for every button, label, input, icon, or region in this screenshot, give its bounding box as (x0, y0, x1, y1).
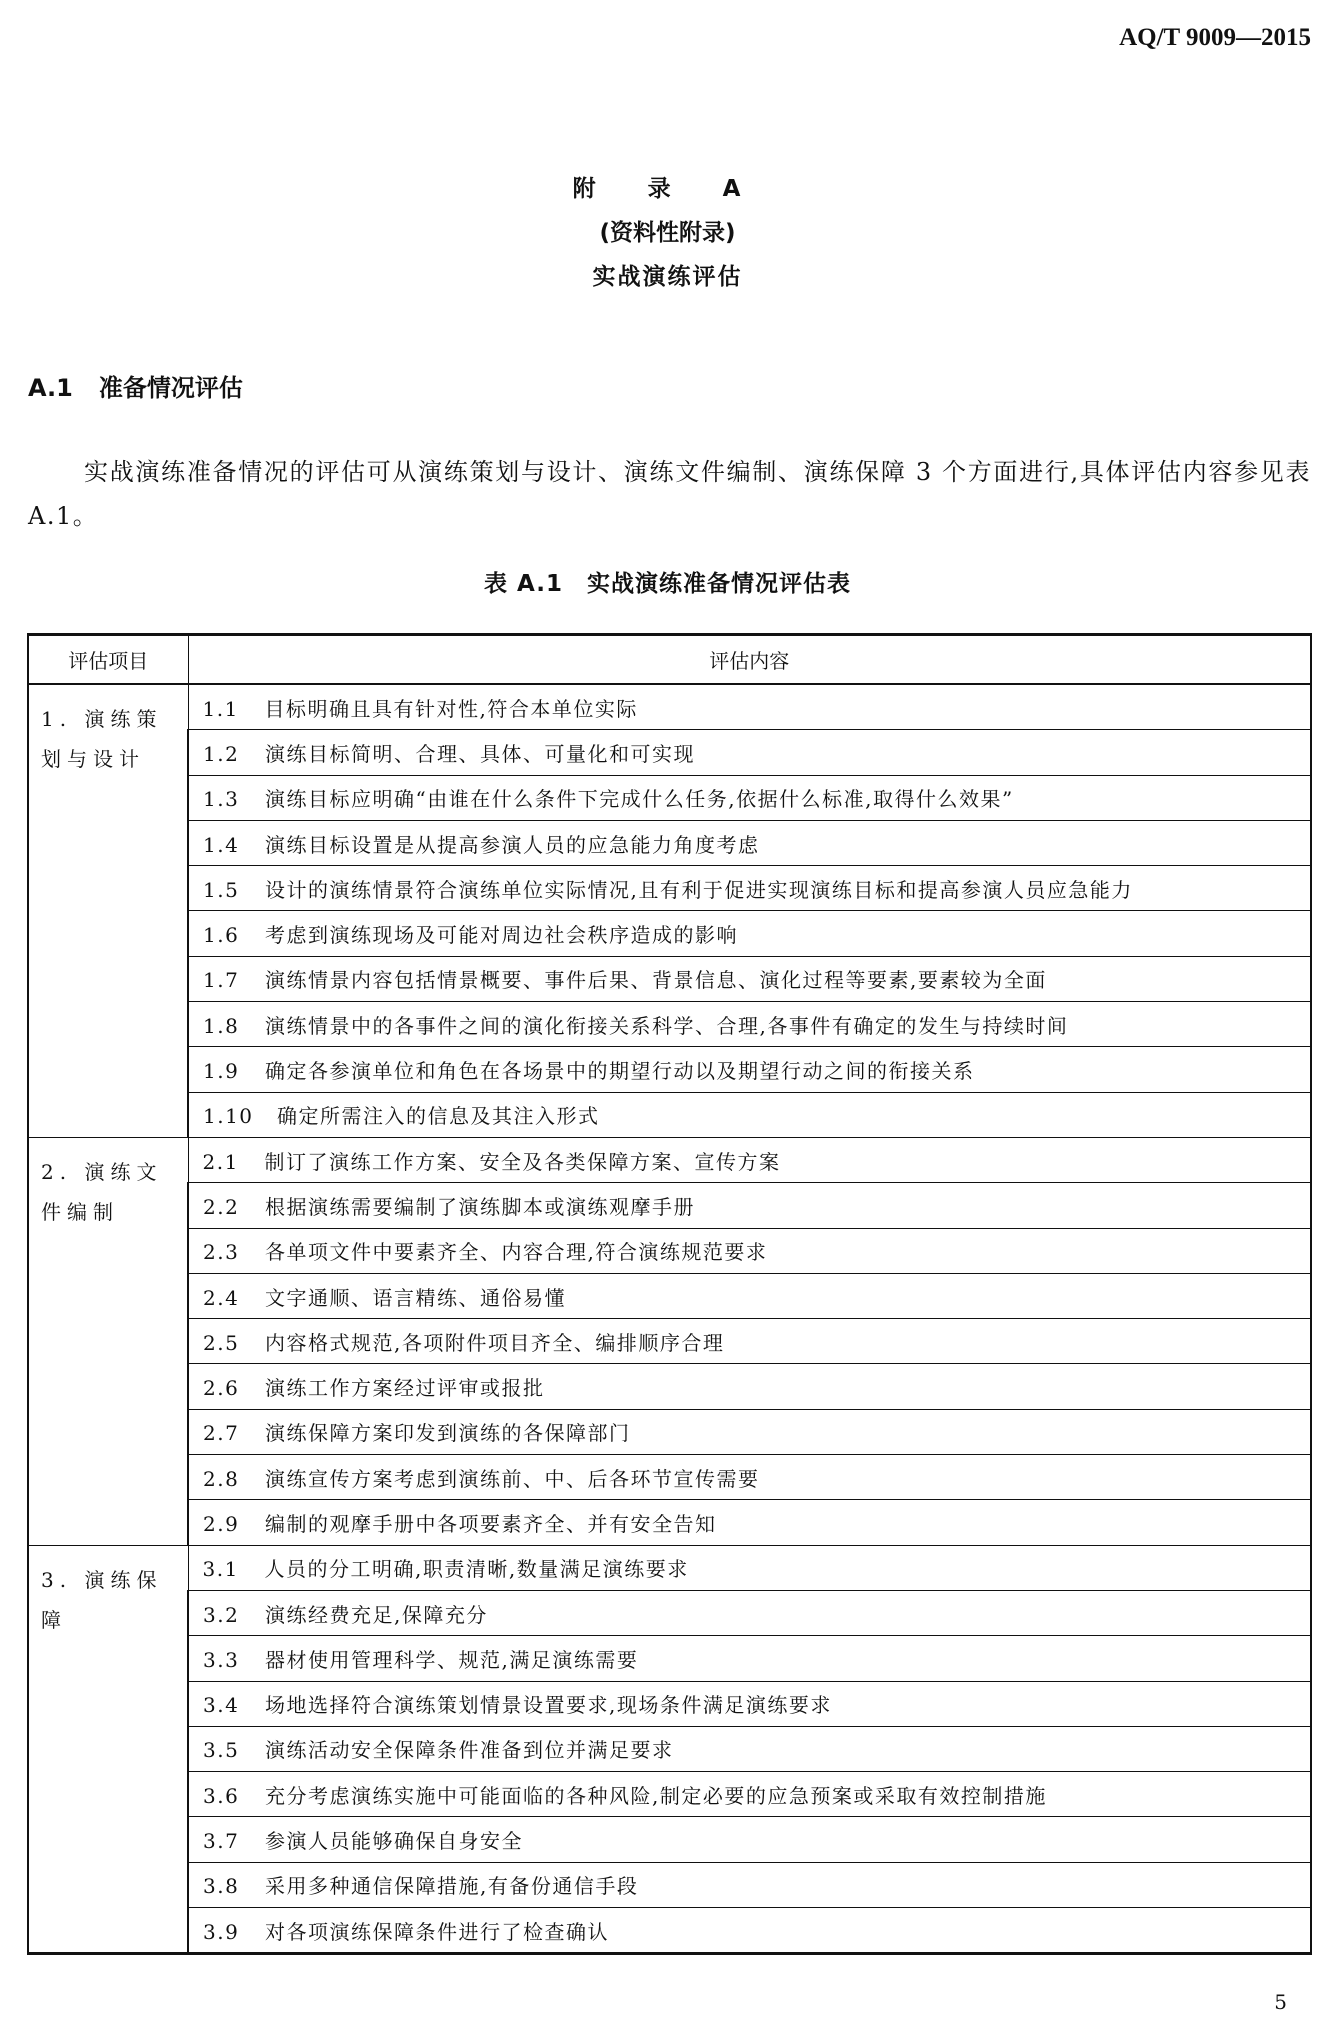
appendix-type: (资料性附录) (599, 220, 736, 246)
item-number: 1.1 (202, 696, 239, 721)
table-row (28, 1273, 1311, 1318)
item-text: 充分考虑演练实施中可能面临的各种风险,制定必要的应急预案或采取有效控制措施 (265, 1783, 1047, 1808)
table-row (28, 730, 1311, 775)
item-text: 演练目标应明确“由谁在什么条件下完成什么任务,依据什么标准,取得什么效果” (265, 787, 1014, 812)
table-row (28, 1590, 1311, 1635)
table-caption: 表 A.1 实战演练准备情况评估表 (484, 571, 851, 597)
item-text: 考虑到演练现场及可能对周边社会秩序造成的影响 (265, 923, 738, 948)
table-row (28, 866, 1311, 911)
item-number: 2.1 (202, 1149, 239, 1174)
table-row (28, 820, 1311, 865)
item-text: 演练宣传方案考虑到演练前、中、后各环节宣传需要 (265, 1466, 760, 1491)
item-text: 演练目标简明、合理、具体、可量化和可实现 (265, 741, 695, 766)
item-number: 3.7 (203, 1829, 240, 1854)
item-number: 1.6 (203, 923, 240, 948)
table-row (28, 684, 1311, 730)
item-text: 演练活动安全保障条件准备到位并满足要求 (265, 1738, 674, 1763)
item-text: 根据演练需要编制了演练脚本或演练观摩手册 (265, 1194, 695, 1219)
table-row (28, 911, 1311, 956)
body-paragraph: 实战演练准备情况的评估可从演练策划与设计、演练文件编制、演练保障 3 个方面进行,具体评估内容参见表 A.1。 (28, 458, 1311, 530)
column-header-content: 评估内容 (188, 635, 1311, 685)
item-number: 3.5 (203, 1738, 240, 1763)
item-text: 演练经费充足,保障充分 (265, 1602, 488, 1627)
page-number: 5 (1274, 1990, 1287, 2014)
item-number: 1.8 (203, 1013, 240, 1038)
appendix-name: 实战演练评估 (592, 264, 743, 290)
table-row (28, 1319, 1311, 1364)
evaluation-content-cell (188, 1772, 1311, 1817)
table-row (28, 1183, 1311, 1228)
item-text: 对各项演练保障条件进行了检查确认 (265, 1919, 609, 1944)
item-number: 3.3 (203, 1647, 240, 1672)
item-text: 各单项文件中要素齐全、内容合理,符合演练规范要求 (265, 1240, 768, 1265)
evaluation-content-cell (188, 1862, 1311, 1907)
table-row (28, 1002, 1311, 1047)
evaluation-content-cell (188, 1183, 1311, 1228)
evaluation-content-cell (188, 1273, 1311, 1318)
item-text: 参演人员能够确保自身安全 (265, 1829, 523, 1854)
item-number: 2.9 (203, 1511, 240, 1536)
evaluation-content-cell (188, 1228, 1311, 1273)
evaluation-content-cell (188, 730, 1311, 775)
item-text: 确定各参演单位和角色在各场景中的期望行动以及期望行动之间的衔接关系 (265, 1059, 975, 1084)
table-row (28, 1681, 1311, 1726)
item-text: 内容格式规范,各项附件项目齐全、编排顺序合理 (265, 1330, 725, 1355)
item-text: 人员的分工明确,职责清晰,数量满足演练要求 (264, 1557, 689, 1582)
table-row (28, 1047, 1311, 1092)
table-row (28, 1409, 1311, 1454)
evaluation-content-cell (188, 1319, 1311, 1364)
section-number: A.1 (28, 374, 73, 402)
evaluation-content-cell (188, 1817, 1311, 1862)
evaluation-content-cell (188, 1590, 1311, 1635)
table-row (28, 1772, 1311, 1817)
item-text: 制订了演练工作方案、安全及各类保障方案、宣传方案 (264, 1149, 781, 1174)
table-row (28, 1726, 1311, 1771)
item-text: 演练目标设置是从提高参演人员的应急能力角度考虑 (265, 832, 760, 857)
evaluation-content-cell (188, 1681, 1311, 1726)
section-heading (28, 368, 243, 403)
item-number: 2.5 (203, 1330, 240, 1355)
evaluation-content-cell (188, 1409, 1311, 1454)
column-header-item: 评估项目 (28, 635, 188, 685)
item-number: 3.1 (202, 1557, 239, 1582)
evaluation-content-cell (188, 956, 1311, 1001)
item-number: 2.2 (203, 1194, 240, 1219)
item-number: 3.2 (203, 1602, 240, 1627)
evaluation-content-cell (188, 820, 1311, 865)
appendix-title: 附 录 A (572, 176, 763, 202)
table-row (28, 956, 1311, 1001)
table-row (28, 1908, 1311, 1954)
item-text: 编制的观摩手册中各项要素齐全、并有安全告知 (265, 1511, 717, 1536)
document-number: AQ/T 9009—2015 (1119, 24, 1311, 51)
table-row (28, 1364, 1311, 1409)
item-text: 确定所需注入的信息及其注入形式 (277, 1104, 600, 1129)
item-number: 3.8 (203, 1874, 240, 1899)
item-number: 2.8 (203, 1466, 240, 1491)
evaluation-item-label: 3. 演练保障 (28, 1545, 188, 1954)
item-number: 2.3 (203, 1240, 240, 1265)
item-text: 场地选择符合演练策划情景设置要求,现场条件满足演练要求 (265, 1693, 832, 1718)
item-number: 1.10 (203, 1104, 254, 1129)
evaluation-item-label: 2. 演练文件编制 (28, 1137, 188, 1545)
evaluation-content-cell (188, 1545, 1311, 1590)
evaluation-content-cell (188, 911, 1311, 956)
item-number: 1.7 (203, 968, 240, 993)
evaluation-item-label: 1. 演练策划与设计 (28, 684, 188, 1137)
evaluation-content-cell (188, 1047, 1311, 1092)
evaluation-content-cell (188, 1137, 1311, 1182)
item-text: 文字通顺、语言精练、通俗易懂 (265, 1285, 566, 1310)
table-row (28, 1228, 1311, 1273)
table-row (28, 1092, 1311, 1137)
evaluation-content-cell (188, 775, 1311, 820)
evaluation-content-cell (188, 1636, 1311, 1681)
item-text: 器材使用管理科学、规范,满足演练需要 (265, 1647, 639, 1672)
section-title: 准备情况评估 (98, 374, 243, 402)
item-text: 演练保障方案印发到演练的各保障部门 (265, 1421, 631, 1446)
table-row (28, 1545, 1311, 1590)
table-row (28, 1500, 1311, 1545)
item-text: 演练情景中的各事件之间的演化衔接关系科学、合理,各事件有确定的发生与持续时间 (265, 1013, 1069, 1038)
table-row (28, 1137, 1311, 1182)
evaluation-content-cell (188, 1002, 1311, 1047)
item-text: 设计的演练情景符合演练单位实际情况,且有利于促进实现演练目标和提高参演人员应急能力 (265, 877, 1133, 902)
evaluation-content-cell (188, 1455, 1311, 1500)
item-number: 3.4 (203, 1693, 240, 1718)
item-number: 3.9 (203, 1919, 240, 1944)
item-number: 2.4 (203, 1285, 240, 1310)
evaluation-content-cell (188, 1908, 1311, 1954)
table-row (28, 1862, 1311, 1907)
item-number: 1.4 (203, 832, 240, 857)
table-row (28, 1817, 1311, 1862)
table-row (28, 1455, 1311, 1500)
item-number: 1.3 (203, 787, 240, 812)
item-text: 演练工作方案经过评审或报批 (265, 1376, 545, 1401)
evaluation-content-cell (188, 1726, 1311, 1771)
item-number: 1.9 (203, 1059, 240, 1084)
evaluation-content-cell (188, 1092, 1311, 1137)
item-number: 2.7 (203, 1421, 240, 1446)
item-text: 采用多种通信保障措施,有备份通信手段 (265, 1874, 639, 1899)
table-row (28, 1636, 1311, 1681)
item-text: 目标明确且具有针对性,符合本单位实际 (264, 696, 638, 721)
evaluation-content-cell (188, 866, 1311, 911)
item-number: 3.6 (203, 1783, 240, 1808)
evaluation-table (27, 633, 1312, 1955)
item-number: 1.5 (203, 877, 240, 902)
item-number: 1.2 (203, 741, 240, 766)
item-text: 演练情景内容包括情景概要、事件后果、背景信息、演化过程等要素,要素较为全面 (265, 968, 1047, 993)
table-row (28, 775, 1311, 820)
item-number: 2.6 (203, 1376, 240, 1401)
evaluation-content-cell (188, 684, 1311, 730)
evaluation-content-cell (188, 1500, 1311, 1545)
evaluation-content-cell (188, 1364, 1311, 1409)
